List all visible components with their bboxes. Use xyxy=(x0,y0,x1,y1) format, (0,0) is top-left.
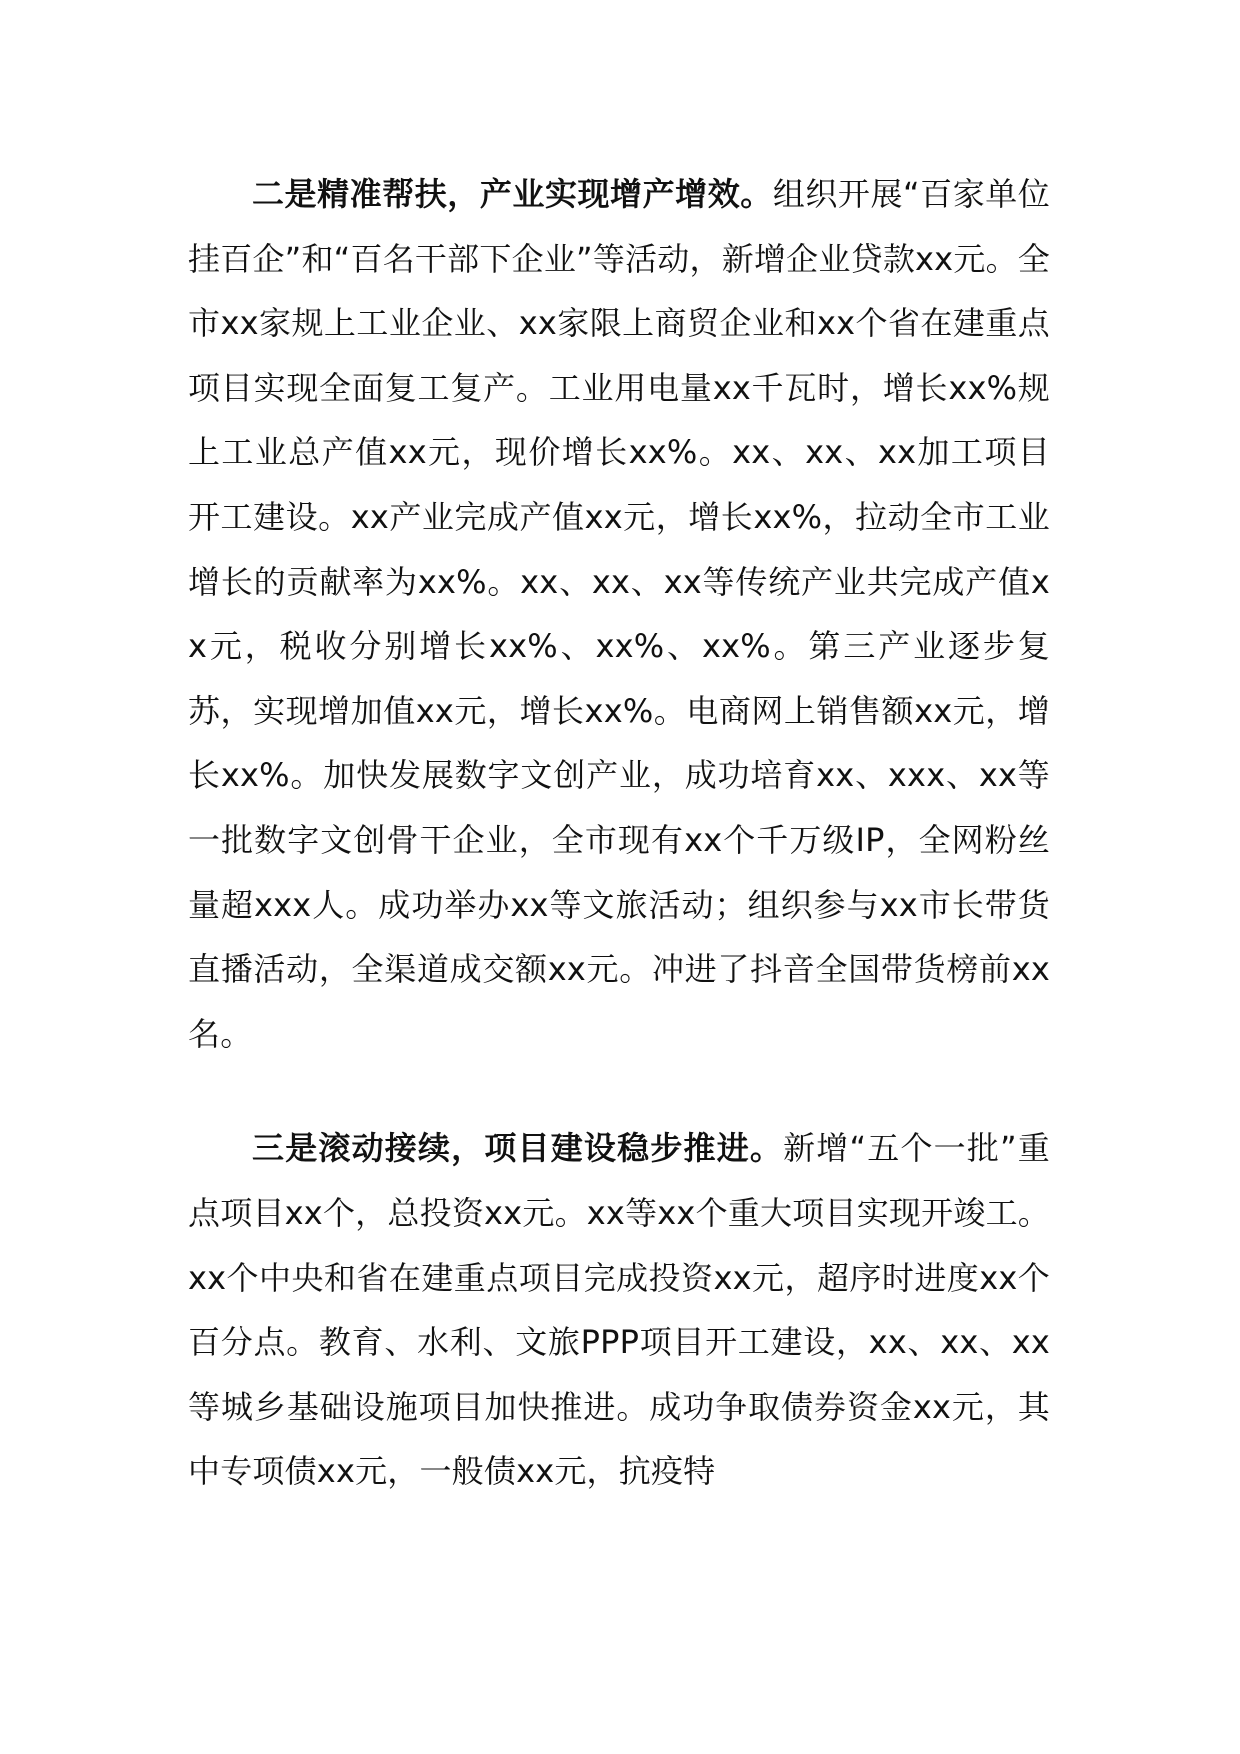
paragraph-industry xyxy=(188,162,1050,1066)
paragraph-projects xyxy=(188,1116,1050,1504)
paragraph-body-text: 新增“五个一批”重点项目xx个，总投资xx元。xx等xx个重大项目实现开竣工。xx个中央和省在建重点项目完成投资xx元，超序时进度xx个百分点。教育、水利、文旅PPP项目开工建设，xx、xx、xx等城乡基础设施项目加快推进。成功争取债券资金xx元，其中专项债xx元，一般债xx元，抗疫特 xyxy=(188,1129,1050,1491)
paragraph-lead-heading: 二是精准帮扶，产业实现增产增效。 xyxy=(252,175,773,213)
paragraph-lead-heading: 三是滚动接续，项目建设稳步推进。 xyxy=(252,1129,784,1168)
paragraph-body-text: 组织开展“百家单位挂百企”和“百名干部下企业”等活动，新增企业贷款xx元。全市xx家规上工业企业、xx家限上商贸企业和xx个省在建重点项目实现全面复工复产。工业用电量xx千瓦时，增长xx%规上工业总产值xx元，现价增长xx%。xx、xx、xx加工项目开工建设。xx产业完成产值xx元，增长xx%，拉动全市工业增长的贡献率为xx%。xx、xx、xx等传统产业共完成产值xx元，税收分别增长xx%、xx%、xx%。第三产业逐步复苏，实现增加值xx元，增长xx%。电商网上销售额xx元，增长xx%。加快发展数字文创产业，成功培育xx、xxx、xx等一批数字文创骨干企业，全市现有xx个千万级IP，全网粉丝量超xxx人。成功举办xx等文旅活动；组织参与xx市长带货直播活动，全渠道成交额xx元。冲进了抖音全国带货榜前xx名。 xyxy=(188,175,1050,1053)
document-body xyxy=(188,162,1050,1504)
